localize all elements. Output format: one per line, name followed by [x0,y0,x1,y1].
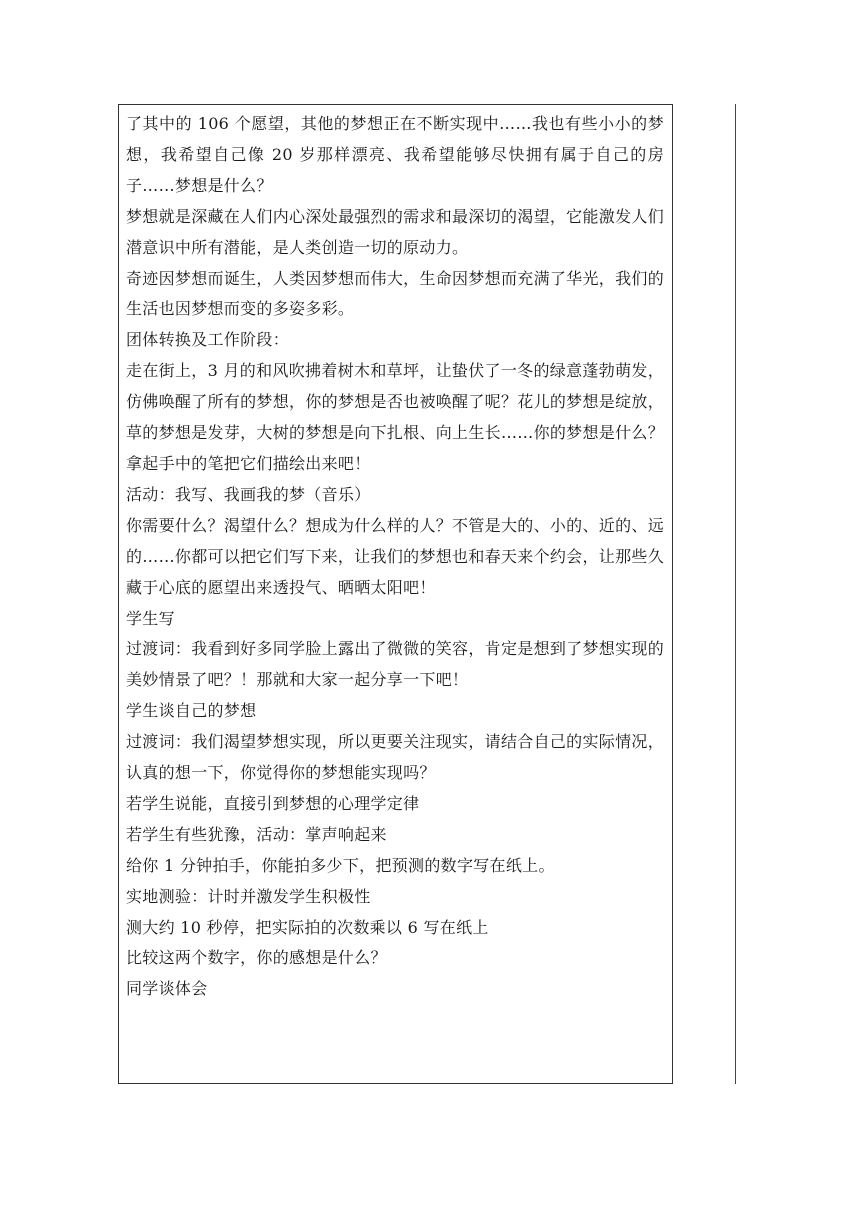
instruction-timed-test: 实地测验：计时并激发学生积极性 [126,886,371,906]
step-share-reflection: 同学谈体会 [126,979,208,999]
step-students-write: 学生写 [126,608,175,628]
transition-reality: 过渡词：我们渴望梦想实现，所以更要关注现实，请结合自己的实际情况，认真的想一下，你觉得你的梦想能实现吗？ [126,732,664,783]
section-heading-transition: 团体转换及工作阶段： [126,330,290,350]
instruction-ten-seconds: 测大约 10 秒停，把实际拍的次数乘以 6 写在纸上 [126,917,489,937]
paragraph-what-you-need: 你需要什么？渴望什么？想成为什么样的人？不管是大的、小的、近的、远的……你都可以把它们写下来，让我们的梦想也和春天来个约会，让那些久藏于心底的愿望出来透投气、晒晒太阳吧！ [126,515,664,597]
paragraph-miracle: 奇迹因梦想而诞生，人类因梦想而伟大，生命因梦想而充满了华光，我们的生活也因梦想而变的多姿多彩。 [126,268,664,319]
paragraph-dream-definition: 梦想就是深藏在人们内心深处最强烈的需求和最深切的渴望，它能激发人们潜意识中所有潜能，是人类创造一切的原动力。 [126,206,664,257]
transition-smiles: 过渡词：我看到好多同学脸上露出了微微的笑容，肯定是想到了梦想实现的美妙情景了吧？！那就和大家一起分享一下吧！ [126,639,664,690]
lesson-content-cell [118,104,673,1084]
question-compare: 比较这两个数字，你的感想是什么？ [126,948,387,968]
branch-yes: 若学生说能，直接引到梦想的心理学定律 [126,793,420,813]
branch-hesitate: 若学生有些犹豫，活动：掌声响起来 [126,824,387,844]
paragraph-spring-walk: 走在街上，3 月的和风吹拂着树木和草坪，让蛰伏了一冬的绿意蓬勃萌发，仿佛唤醒了所有的梦想，你的梦想是否也被唤醒了呢？花儿的梦想是绽放，草的梦想是发芽，大树的梦想是向下扎根、向上生长……你的梦想是什么？拿起手中的笔把它们描绘出来吧！ [126,361,664,473]
instruction-clap-predict: 给你 1 分钟拍手，你能拍多少下，把预测的数字写在纸上。 [126,855,555,875]
paragraph-dream-intro: 了其中的 106 个愿望，其他的梦想正在不断实现中……我也有些小小的梦想，我希望自己像 20 岁那样漂亮、我希望能够尽快拥有属于自己的房子……梦想是什么？ [126,114,664,195]
step-students-share: 学生谈自己的梦想 [126,701,257,721]
right-column-rule [735,104,736,1084]
activity-write-draw: 活动：我写、我画我的梦（音乐） [126,484,371,504]
